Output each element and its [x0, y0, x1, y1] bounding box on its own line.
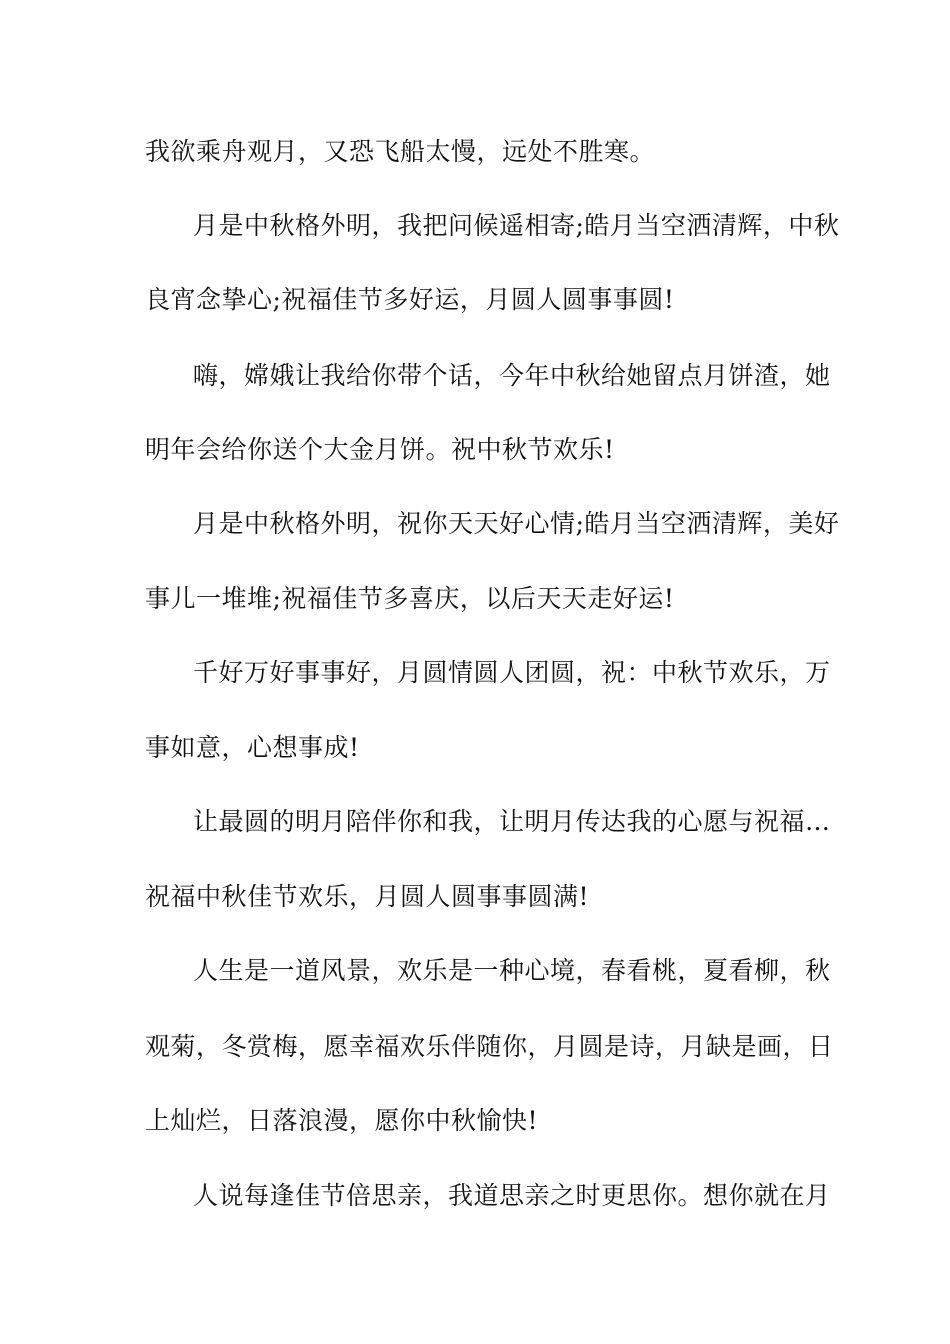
paragraph-first-line: 千好万好事事好，月圆情圆人团圆，祝：中秋节欢乐，万 — [193, 658, 831, 687]
text-line: 事儿一堆堆;祝福佳节多喜庆，以后天天走好运! — [145, 584, 675, 613]
text-line: 上灿烂，日落浪漫，愿你中秋愉快! — [145, 1106, 539, 1135]
text-line: 我欲乘舟观月，又恐飞船太慢，远处不胜寒。 — [145, 137, 656, 166]
text-line: 祝福中秋佳节欢乐，月圆人圆事事圆满! — [145, 882, 590, 911]
paragraph-first-line: 人生是一道风景，欢乐是一种心境，春看桃，夏看柳，秋 — [193, 956, 831, 985]
paragraph-first-line: 让最圆的明月陪伴你和我，让明月传达我的心愿与祝福… — [193, 807, 831, 836]
text-line: 良宵念挚心;祝福佳节多好运，月圆人圆事事圆! — [145, 285, 675, 314]
text-line: 事如意，心想事成! — [145, 733, 360, 762]
paragraph-first-line: 人说每逢佳节倍思亲，我道思亲之时更思你。想你就在月 — [193, 1181, 831, 1210]
paragraph-first-line: 嗨，嫦娥让我给你带个话，今年中秋给她留点月饼渣，她 — [193, 361, 831, 390]
paragraph-first-line: 月是中秋格外明，我把问候遥相寄;皓月当空洒清辉，中秋 — [193, 211, 840, 240]
text-line: 明年会给你送个大金月饼。祝中秋节欢乐! — [145, 435, 615, 464]
text-line: 观菊，冬赏梅，愿幸福欢乐伴随你，月圆是诗，月缺是画，日 — [145, 1032, 834, 1061]
paragraph-first-line: 月是中秋格外明，祝你天天好心情;皓月当空洒清辉，美好 — [193, 509, 840, 538]
